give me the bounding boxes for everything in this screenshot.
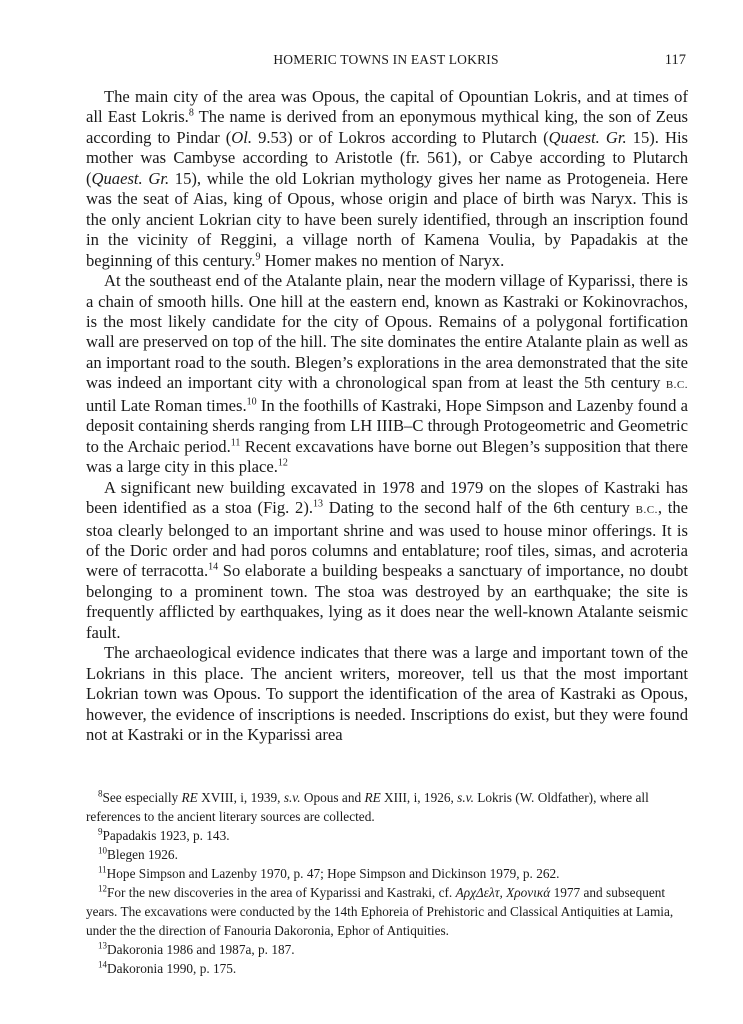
text-run: See especially [102,790,182,805]
text-run: In the foothills of Kastraki, Hope Simpson and Lazenby found a deposit containing sherds ranging from LH IIIB–C through Protogeometric and Geometric to the Archaic period. [86,395,688,456]
text-run: The name is derived from an eponymous mythical king, the son of Zeus according to Pindar ( [86,107,688,147]
note-ref: 13 [313,498,324,510]
text-run: Hope Simpson and Lazenby 1970, p. 47; Hope Simpson and Dickinson 1979, p. 262. [106,866,560,882]
text-run: Blegen 1926. [107,847,178,863]
note-ref: 9 [98,826,103,837]
note-ref: 13 [98,940,107,951]
text-run: B.C. [665,379,688,392]
text-run: s.v. [457,790,474,805]
text-run: Dating to the second half of the 6th century [323,498,636,518]
running-head [86,52,686,72]
text-run: Quaest. Gr. [548,127,627,147]
text-run: At the southeast end of the Atalante plain, near the modern village of Kyparissi, there is a chain of smooth hills. One hill at the eastern end, known as Kastraki or Kokinovrachos, is the most likely candidate for the city of Opous. Remains of a polygonal fortification wall are preserved on top of the hill. The site dominates the entire Atalante plain as well as an important road to the south. Blegen’s explorations in the area demonstrated that the site was indeed an important city with a chronological span from at least the 5th century [86,271,688,393]
text-run: until Late Roman times. [86,395,247,415]
footnote [86,940,688,959]
note-ref: 11 [98,864,107,875]
text-run: B.C. [635,504,658,517]
footnote [86,845,688,864]
text-run: 15), while the old Lokrian mythology gives her name as Protogeneia. Here was the seat of Aias, king of Opous, whose origin and place of birth was Naryx. This is the only ancient Lokrian city to have been surely identified, through an inscription found in the vicinity of Reggini, a village north of Kamena Voulia, by Papadakis at the beginning of this century. [86,168,688,270]
text-run: Papadakis 1923, p. 143. [102,828,230,844]
text-run: Dakoronia 1990, p. 175. [107,961,237,977]
running-title: HOMERIC TOWNS IN EAST LOKRIS [273,52,499,67]
footnote [86,788,688,826]
text-run: 15). His mother was Cambyse according to Aristotle (fr. 561), or Cabye according to Plutarch ( [86,127,689,188]
note-ref: 10 [98,845,107,856]
note-ref: 14 [208,561,219,573]
note-ref: 12 [98,883,107,894]
text-run: Quaest. Gr. [91,168,170,188]
text-run: RE [181,790,198,805]
footnote [86,864,688,883]
text-run: 9.53) or of Lokros according to Plutarch ( [252,127,549,147]
text-run: ΑρχΔελτ, Χρονικά [455,885,551,901]
text-run: XVIII, i, 1939, [197,790,284,805]
text-run: Dakoronia 1986 and 1987a, p. 187. [107,942,295,958]
text-run: Homer makes no mention of Naryx. [260,250,505,270]
text-run: A significant new building excavated in 1978 and 1979 on the slopes of Kastraki has been identified as a stoa (Fig. 2). [86,477,688,518]
text-run: RE [364,790,381,805]
text-run: Recent excavations have borne out Blegen’s supposition that there was a large city in this place. [86,436,689,477]
paragraph [86,643,688,745]
paragraph [86,271,688,478]
note-ref: 10 [246,396,257,408]
note-ref: 9 [255,251,261,263]
text-run: The main city of the area was Opous, the capital of Opountian Lokris, and at times of all East Lokris. [86,87,688,127]
note-ref: 14 [98,960,107,970]
text-run: 1977 and subsequent years. The excavations were conducted by the 14th Ephoreia of Prehistoric and Classical Antiquities at Lamia, under the the direction of Fanouria Dakoronia, Ephor of Antiquities. [86,885,674,939]
page-number: 117 [664,52,686,68]
text-run: XIII, i, 1926, [380,790,458,805]
footnote [86,883,688,940]
text-run: Ol. [231,127,253,147]
footnote [86,826,688,845]
text-run: Opous and [300,790,365,805]
text-run: , the stoa clearly belonged to an important shrine and was used to house minor offerings. It is of the Doric order and had poros columns and entablature; roof tiles, simas, and acroteria were of terracotta. [86,498,688,581]
paragraph [86,87,688,271]
note-ref: 8 [98,788,103,799]
text-run: Lokris (W. Oldfather), where all references to the ancient literary sources are collected. [86,790,649,825]
paragraph [86,478,688,644]
text-run: For the new discoveries in the area of Kyparissi and Kastraki, cf. [107,885,456,901]
note-ref: 8 [188,107,194,119]
note-ref: 12 [277,457,288,469]
note-ref: 11 [230,437,241,449]
text-run: The archaeological evidence indicates that there was a large and important town of the Lokrians in this place. The ancient writers, moreover, tell us that the most important Lokrian town was Opous. To support the identification of the area of Kastraki as Opous, however, the evidence of inscriptions is needed. Inscriptions do exist, but they were found not at Kastraki or in the Kyparissi area [86,643,688,745]
footnotes [86,788,688,978]
body-text [86,87,688,746]
footnote [86,959,688,978]
text-run: s.v. [283,790,301,805]
text-run: So elaborate a building bespeaks a sanctuary of importance, no doubt belonging to a prominent town. The stoa was destroyed by an earthquake; the site is frequently afflicted by earthquakes, lying as it does near the well-known Atalante seismic fault. [86,561,688,642]
